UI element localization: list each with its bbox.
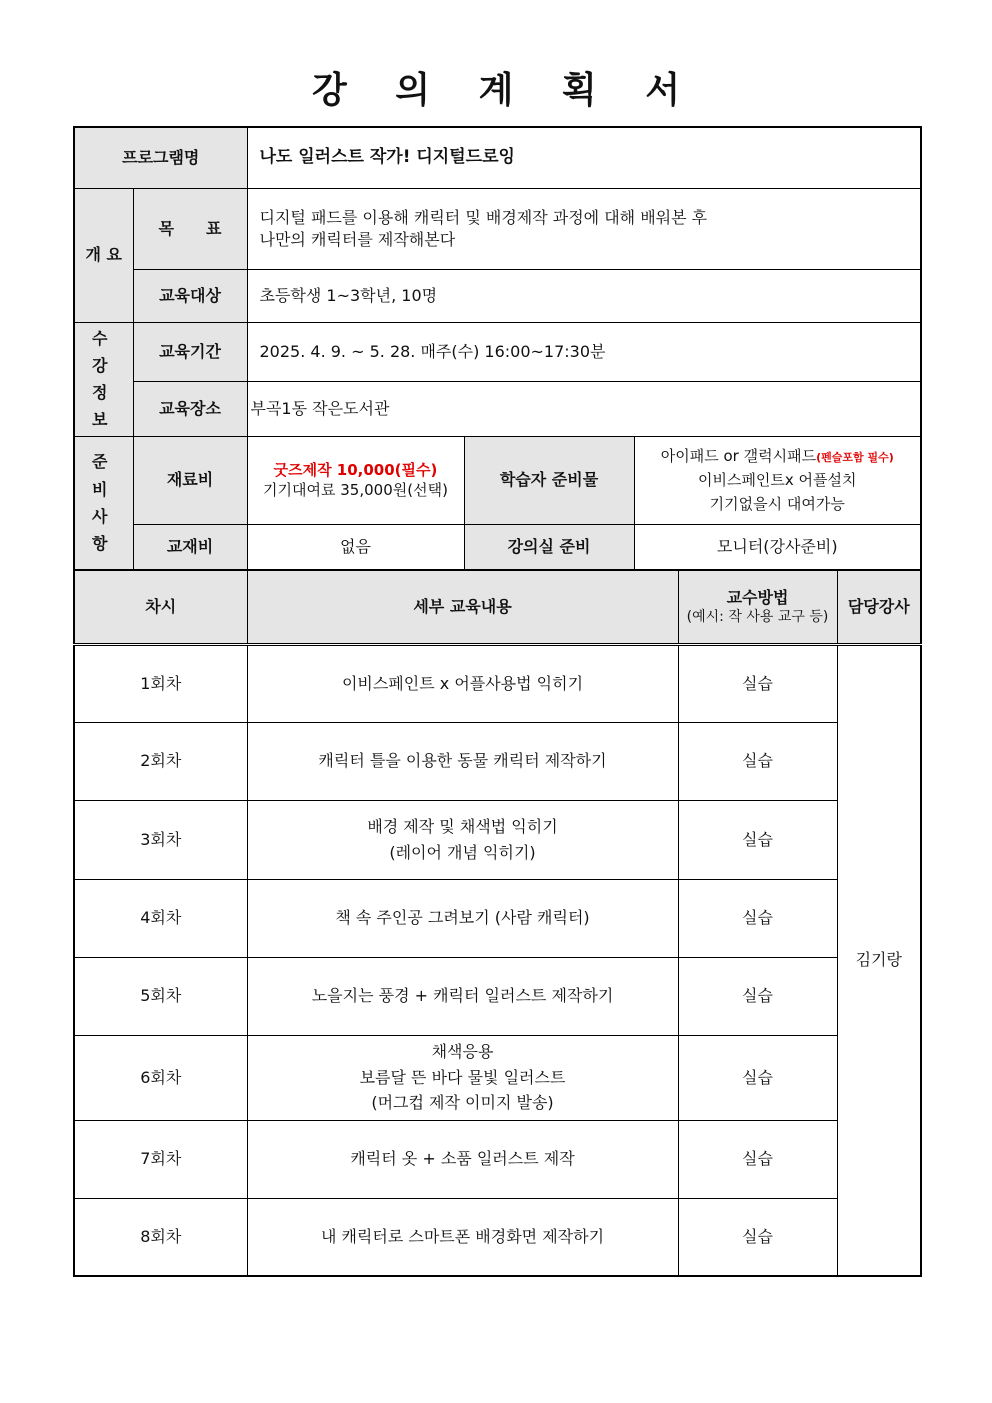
table-row (74, 644, 921, 722)
method-cell: 실습 (678, 957, 837, 1035)
program-label: 프로그램명 (74, 127, 247, 188)
content-cell (247, 879, 678, 957)
content-cell (247, 722, 678, 800)
period-label: 교육기간 (133, 322, 247, 381)
table-row (74, 879, 921, 957)
method-cell: 실습 (678, 1120, 837, 1198)
course-info-label: 수 강 정 보 (74, 322, 133, 436)
content-line: 노을지는 풍경 + 캐릭터 일러스트 제작하기 (311, 986, 614, 1006)
program-value: 나도 일러스트 작가! 디지털드로잉 (247, 127, 921, 188)
content-line: 채색응용 (431, 1042, 494, 1062)
goal-label: 목 표 (133, 188, 247, 269)
content-cell (247, 957, 678, 1035)
textbook-label: 교재비 (133, 524, 247, 570)
table-row (74, 1035, 921, 1120)
content-line: (머그컵 제작 이미지 발송) (371, 1093, 554, 1113)
pencil-required-note: (펜슬포함 필수) (816, 451, 894, 464)
session-cell: 2회차 (74, 722, 247, 800)
classroom-label: 강의실 준비 (464, 524, 634, 570)
table-row (74, 800, 921, 879)
learner-value: 아이패드 or 갤럭시패드(펜슬포함 필수) 이비스페인트x 어플설치 기기없을시 대여가능 (634, 436, 921, 524)
method-header: 교수방법 (예시: 작 사용 교구 등) (678, 570, 837, 644)
material-required: 굿즈제작 10,000(필수) (273, 460, 438, 479)
method-cell: 실습 (678, 879, 837, 957)
content-line: 내 캐릭터로 스마트폰 배경화면 제작하기 (320, 1226, 605, 1246)
instructor-header: 담당강사 (837, 570, 921, 644)
session-cell: 6회차 (74, 1035, 247, 1120)
textbook-value: 없음 (247, 524, 464, 570)
method-cell: 실습 (678, 800, 837, 879)
overview-label: 개 요 (74, 188, 133, 322)
content-cell (247, 1035, 678, 1120)
period-value: 2025. 4. 9. ~ 5. 28. 매주(수) 16:00~17:30분 (247, 322, 921, 381)
material-label: 재료비 (133, 436, 247, 524)
table-row (74, 1198, 921, 1276)
content-line: 캐릭터 틀을 이용한 동물 캐릭터 제작하기 (318, 751, 607, 771)
method-cell: 실습 (678, 722, 837, 800)
instructor-cell: 김기랑 (837, 644, 921, 1276)
method-cell: 실습 (678, 1198, 837, 1276)
content-line: 책 속 주인공 그려보기 (사람 캐릭터) (335, 908, 590, 928)
content-cell (247, 644, 678, 722)
schedule-table (73, 569, 922, 1277)
content-line: 캐릭터 옷 + 소품 일러스트 제작 (350, 1149, 575, 1169)
learner-label: 학습자 준비물 (464, 436, 634, 524)
goal-line: 나만의 캐릭터를 제작해본다 (259, 229, 456, 249)
table-row (74, 1120, 921, 1198)
session-cell: 5회차 (74, 957, 247, 1035)
content-cell (247, 1120, 678, 1198)
session-header: 차시 (74, 570, 247, 644)
method-cell: 실습 (678, 644, 837, 722)
content-line: 배경 제작 및 채색법 익히기 (367, 816, 558, 836)
place-value: 부곡1동 작은도서관 (247, 381, 921, 436)
info-table (73, 126, 922, 571)
session-cell: 4회차 (74, 879, 247, 957)
session-cell: 3회차 (74, 800, 247, 879)
content-cell (247, 800, 678, 879)
place-label: 교육장소 (133, 381, 247, 436)
session-cell: 8회차 (74, 1198, 247, 1276)
goal-line: 디지털 패드를 이용해 캐릭터 및 배경제작 과정에 대해 배워본 후 (259, 207, 708, 227)
content-header: 세부 교육내용 (247, 570, 678, 644)
table-row (74, 722, 921, 800)
table-row (74, 957, 921, 1035)
preparation-label: 준 비 사 항 (74, 436, 133, 570)
session-cell: 1회차 (74, 644, 247, 722)
content-line: 이비스페인트 x 어플사용법 익히기 (341, 673, 584, 693)
session-cell: 7회차 (74, 1120, 247, 1198)
method-cell: 실습 (678, 1035, 837, 1120)
target-label: 교육대상 (133, 269, 247, 322)
material-optional: 기기대여료 35,000원(선택) (263, 481, 448, 499)
content-line: (레이어 개념 익히기) (389, 842, 536, 862)
content-line: 보름달 뜬 바다 물빛 일러스트 (359, 1067, 566, 1087)
classroom-value: 모니터(강사준비) (634, 524, 921, 570)
material-value (247, 436, 464, 524)
content-cell (247, 1198, 678, 1276)
goal-value (247, 188, 921, 269)
target-value: 초등학생 1~3학년, 10명 (247, 269, 921, 322)
page-title: 강 의 계 획 서 (311, 70, 698, 111)
